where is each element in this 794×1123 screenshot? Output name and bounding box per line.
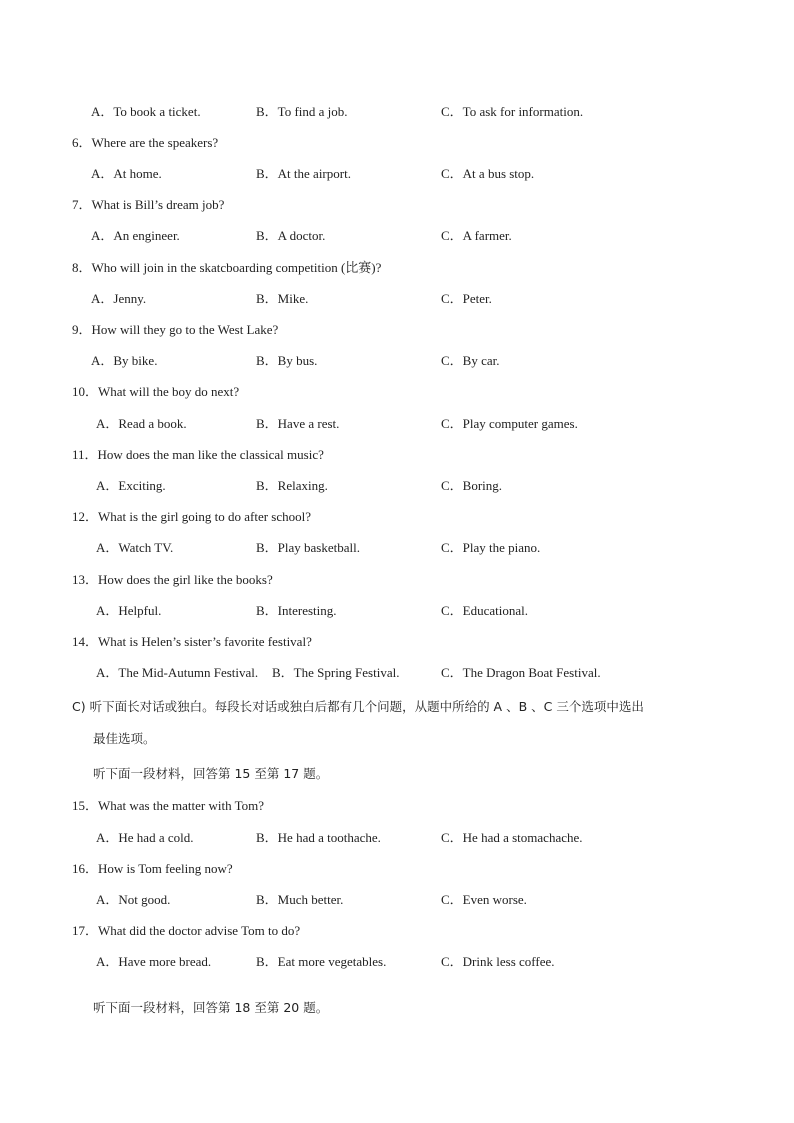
question-12: 12．What is the girl going to do after school? [72, 509, 312, 524]
q13-option-c: C．Educational. [441, 603, 529, 618]
q9-option-a: A．By bike. [91, 353, 158, 368]
q9-option-b: B．By bus. [256, 353, 318, 368]
q14-option-b: B．The Spring Festival. [272, 665, 400, 680]
q15-option-b: B．He had a toothache. [256, 830, 381, 845]
q7-option-b: B．A doctor. [256, 228, 326, 243]
q11-option-c: C．Boring. [441, 478, 503, 493]
q5-option-c: C．To ask for information. [441, 104, 584, 119]
q10-option-c: C．Play computer games. [441, 416, 578, 431]
q12-option-c: C．Play the piano. [441, 540, 541, 555]
q7-option-c: C．A farmer. [441, 228, 512, 243]
question-14: 14．What is Helen’s sister’s favorite festival? [72, 634, 312, 649]
question-7: 7．What is Bill’s dream job? [72, 197, 225, 212]
question-8: 8．Who will join in the skatcboarding competition (比赛)? [72, 260, 382, 275]
section-c-instruction-cont: 最佳选项。 [93, 731, 156, 746]
question-15: 15．What was the matter with Tom? [72, 798, 264, 813]
q14-option-a: A．The Mid-Autumn Festival. [96, 665, 259, 680]
q16-option-b: B．Much better. [256, 892, 344, 907]
q6-option-c: C．At a bus stop. [441, 166, 535, 181]
q11-option-a: A．Exciting. [96, 478, 166, 493]
material-note-15-17: 听下面一段材料，回答第 15 至第 17 题。 [93, 766, 329, 781]
question-9: 9．How will they go to the West Lake? [72, 322, 279, 337]
question-6: 6．Where are the speakers? [72, 135, 219, 150]
material-note-18-20: 听下面一段材料，回答第 18 至第 20 题。 [93, 1000, 329, 1015]
q6-option-b: B．At the airport. [256, 166, 351, 181]
q9-option-c: C．By car. [441, 353, 500, 368]
q15-option-a: A．He had a cold. [96, 830, 194, 845]
question-13: 13．How does the girl like the books? [72, 572, 273, 587]
question-16: 16．How is Tom feeling now? [72, 861, 233, 876]
section-c-instruction: C) 听下面长对话或独白。每段长对话或独白后都有几个问题，从题中所给的 A 、B 、C 三个选项中选出 [72, 699, 644, 714]
q13-option-a: A．Helpful. [96, 603, 162, 618]
q17-option-a: A．Have more bread. [96, 954, 212, 969]
q14-option-c: C．The Dragon Boat Festival. [441, 665, 601, 680]
q13-option-b: B．Interesting. [256, 603, 337, 618]
q17-option-b: B．Eat more vegetables. [256, 954, 387, 969]
q10-option-a: A．Read a book. [96, 416, 187, 431]
q16-option-c: C．Even worse. [441, 892, 527, 907]
q5-option-a: A．To book a ticket. [91, 104, 201, 119]
q11-option-b: B．Relaxing. [256, 478, 328, 493]
question-11: 11．How does the man like the classical music? [72, 447, 324, 462]
q17-option-c: C．Drink less coffee. [441, 954, 555, 969]
q5-option-b: B．To find a job. [256, 104, 348, 119]
question-10: 10．What will the boy do next? [72, 384, 240, 399]
q8-option-a: A．Jenny. [91, 291, 147, 306]
q7-option-a: A．An engineer. [91, 228, 180, 243]
q16-option-a: A．Not good. [96, 892, 171, 907]
q8-option-b: B．Mike. [256, 291, 309, 306]
q8-option-c: C．Peter. [441, 291, 492, 306]
q12-option-a: A．Watch TV. [96, 540, 174, 555]
q6-option-a: A．At home. [91, 166, 162, 181]
q15-option-c: C．He had a stomachache. [441, 830, 583, 845]
question-17: 17．What did the doctor advise Tom to do? [72, 923, 301, 938]
q10-option-b: B．Have a rest. [256, 416, 340, 431]
q12-option-b: B．Play basketball. [256, 540, 360, 555]
